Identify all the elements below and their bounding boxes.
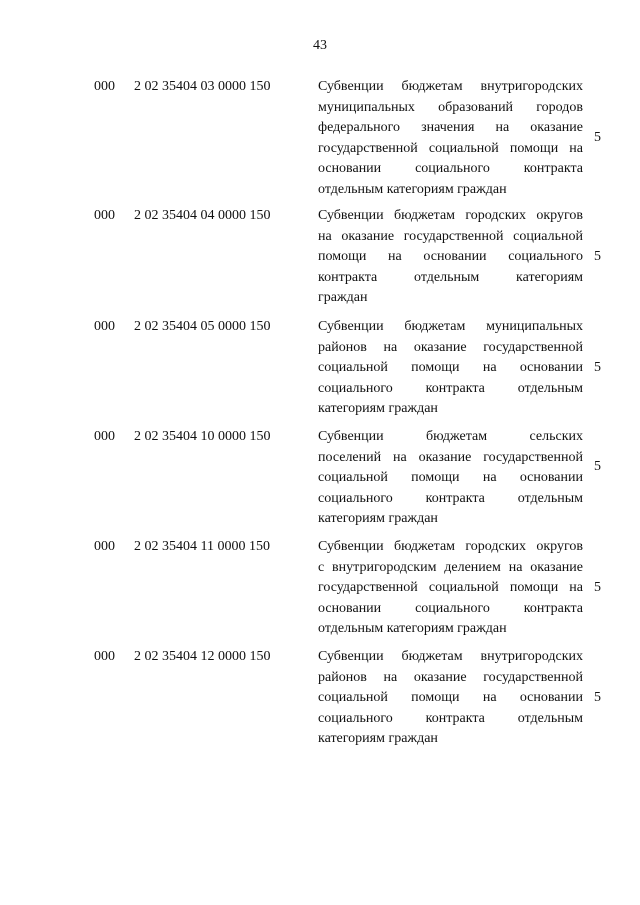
admin-code: 000: [94, 79, 115, 94]
admin-code: 000: [94, 539, 115, 554]
description-line: отдельным категориям граждан: [318, 181, 507, 197]
row-value: 5: [594, 459, 601, 474]
description-line: федерального значения на оказание: [318, 120, 583, 135]
description-line: социальной помощи на основании: [318, 360, 583, 375]
row-value: 5: [594, 580, 601, 595]
description-line: социального контракта отдельным: [318, 710, 583, 726]
row-value: 5: [594, 130, 601, 145]
row-value: 5: [594, 690, 601, 705]
description-line: Субвенции бюджетам городских округов: [318, 208, 583, 223]
description-line: социального контракта отдельным: [318, 380, 583, 396]
row-description: [318, 317, 583, 420]
row-description: [318, 77, 583, 200]
row-value: 5: [594, 249, 601, 264]
description-line: с внутригородским делением на оказание: [318, 559, 583, 575]
row-value: 5: [594, 360, 601, 375]
description-line: граждан: [318, 290, 368, 305]
row-description: [318, 647, 583, 750]
description-line: категориям граждан: [318, 401, 438, 416]
admin-code: 000: [94, 319, 115, 334]
row-description: [318, 427, 583, 530]
description-line: государственной социальной помощи на: [318, 580, 583, 595]
description-line: государственной социальной помощи на: [318, 140, 583, 156]
page-number: 43: [313, 38, 327, 53]
description-line: поселений на оказание государственной: [318, 449, 583, 465]
description-line: основании социального контракта: [318, 161, 583, 176]
admin-code: 000: [94, 649, 115, 664]
description-line: категориям граждан: [318, 731, 438, 746]
description-line: Субвенции бюджетам сельских: [318, 429, 583, 444]
description-line: категориям граждан: [318, 511, 438, 526]
description-line: Субвенции бюджетам муниципальных: [318, 319, 583, 334]
budget-classification-code: 2 02 35404 05 0000 150: [134, 319, 271, 334]
description-line: на оказание государственной социальной: [318, 228, 583, 244]
description-line: социальной помощи на основании: [318, 470, 583, 485]
budget-classification-code: 2 02 35404 11 0000 150: [134, 539, 270, 554]
description-line: социального контракта отдельным: [318, 490, 583, 506]
description-line: контракта отдельным категориям: [318, 269, 583, 285]
description-line: основании социального контракта: [318, 600, 583, 616]
description-line: Субвенции бюджетам внутригородских: [318, 649, 583, 664]
description-line: районов на оказание государственной: [318, 339, 583, 355]
description-line: муниципальных образований городов: [318, 99, 583, 115]
description-line: помощи на основании социального: [318, 249, 583, 264]
row-description: [318, 206, 583, 309]
description-line: районов на оказание государственной: [318, 669, 583, 685]
admin-code: 000: [94, 429, 115, 444]
description-line: социальной помощи на основании: [318, 690, 583, 705]
row-description: [318, 537, 583, 640]
budget-classification-code: 2 02 35404 10 0000 150: [134, 429, 271, 444]
budget-classification-code: 2 02 35404 12 0000 150: [134, 649, 271, 664]
description-line: отдельным категориям граждан: [318, 621, 507, 636]
budget-classification-code: 2 02 35404 04 0000 150: [134, 208, 271, 223]
description-line: Субвенции бюджетам городских округов: [318, 539, 583, 554]
budget-classification-code: 2 02 35404 03 0000 150: [134, 79, 271, 94]
admin-code: 000: [94, 208, 115, 223]
description-line: Субвенции бюджетам внутригородских: [318, 79, 583, 94]
